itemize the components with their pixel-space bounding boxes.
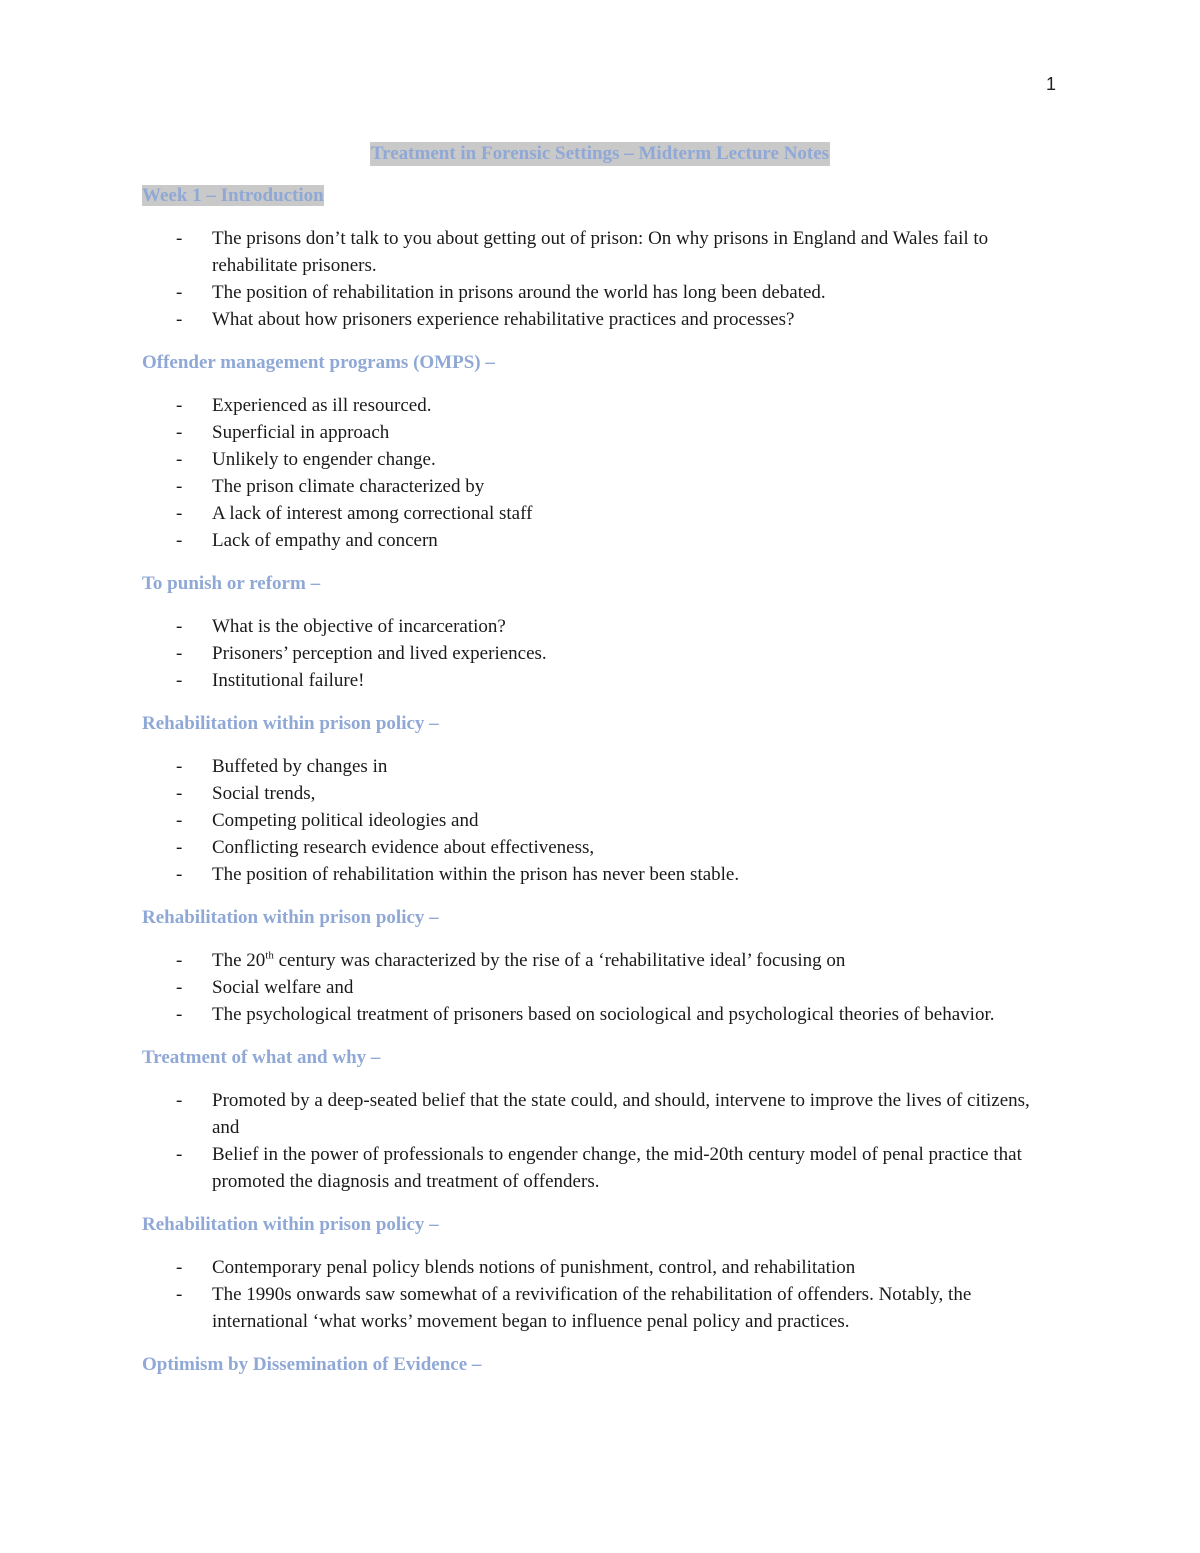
page-number: 1 [1046, 74, 1057, 94]
list-item: - The prisons don’t talk to you about getting out of prison: On why prisons in England and Wales fail to rehabilitate prisoners. [176, 228, 989, 276]
list-item: - The 1990s onwards saw somewhat of a revivification of the rehabilitation of offenders. Notably, the international ‘what works’ movement began to influence penal policy and practices. [176, 1284, 972, 1332]
list-item: - What is the objective of incarceration? [176, 616, 506, 637]
section-heading: Rehabilitation within prison policy – [142, 1214, 439, 1235]
section-heading: To punish or reform – [142, 573, 321, 594]
list-item: - Institutional failure! [176, 670, 365, 691]
section-optimism-evidence [142, 1353, 1042, 1377]
list-item: - The position of rehabilitation in prisons around the world has long been debated. [176, 282, 826, 303]
list-item: - The psychological treatment of prisoners based on sociological and psychological theories of behavior. [176, 1004, 995, 1025]
section-rehabilitation-policy-1 [142, 712, 1042, 888]
list-item: - Superficial in approach [176, 422, 390, 443]
document-body [142, 184, 1042, 1394]
section-heading: Treatment of what and why – [142, 1047, 381, 1068]
list-item: - Belief in the power of professionals to engender change, the mid-20th century model of penal practice that promoted the diagnosis and treatment of offenders. [176, 1144, 1022, 1192]
list-item: - Contemporary penal policy blends notions of punishment, control, and rehabilitation [176, 1257, 856, 1278]
list-item: - Social welfare and [176, 977, 354, 998]
list-item: - Experienced as ill resourced. [176, 395, 432, 416]
section-treatment-what-why [142, 1046, 1042, 1195]
section-heading: Rehabilitation within prison policy – [142, 907, 439, 928]
list-item: - Lack of empathy and concern [176, 530, 438, 551]
list-item: - Promoted by a deep-seated belief that the state could, and should, intervene to improve the lives of citizens, and [176, 1090, 1030, 1138]
list-item: - The position of rehabilitation within the prison has never been stable. [176, 864, 740, 885]
list-item: - Unlikely to engender change. [176, 449, 436, 470]
document-title-container [0, 142, 1200, 166]
bullet-list [142, 1087, 1042, 1195]
bullet-list [142, 753, 1042, 888]
list-item: - Prisoners’ perception and lived experiences. [176, 643, 547, 664]
section-heading: Rehabilitation within prison policy – [142, 713, 439, 734]
section-heading: Optimism by Dissemination of Evidence – [142, 1354, 482, 1375]
section-heading: Offender management programs (OMPS) – [142, 352, 495, 373]
section-offender-management [142, 351, 1042, 554]
bullet-list [142, 947, 1042, 1028]
bullet-list [142, 392, 1042, 554]
list-item: - The 20th century was characterized by the rise of a ‘rehabilitative ideal’ focusing on [176, 949, 846, 971]
section-punish-or-reform [142, 572, 1042, 694]
section-rehabilitation-policy-2 [142, 906, 1042, 1028]
section-heading: Week 1 – Introduction [142, 185, 324, 206]
list-item: - Competing political ideologies and [176, 810, 479, 831]
list-item: - The prison climate characterized by [176, 476, 485, 497]
section-week-1 [142, 184, 1042, 333]
bullet-list [142, 225, 1042, 333]
bullet-list [142, 613, 1042, 694]
bullet-list [142, 1254, 1042, 1335]
list-item: - Social trends, [176, 783, 316, 804]
list-item: - What about how prisoners experience rehabilitative practices and processes? [176, 309, 795, 330]
list-item: - Buffeted by changes in [176, 756, 388, 777]
list-item: - Conflicting research evidence about effectiveness, [176, 837, 595, 858]
document-title: Treatment in Forensic Settings – Midterm Lecture Notes [370, 143, 830, 164]
section-rehabilitation-policy-3 [142, 1213, 1042, 1335]
list-item: - A lack of interest among correctional staff [176, 503, 533, 524]
